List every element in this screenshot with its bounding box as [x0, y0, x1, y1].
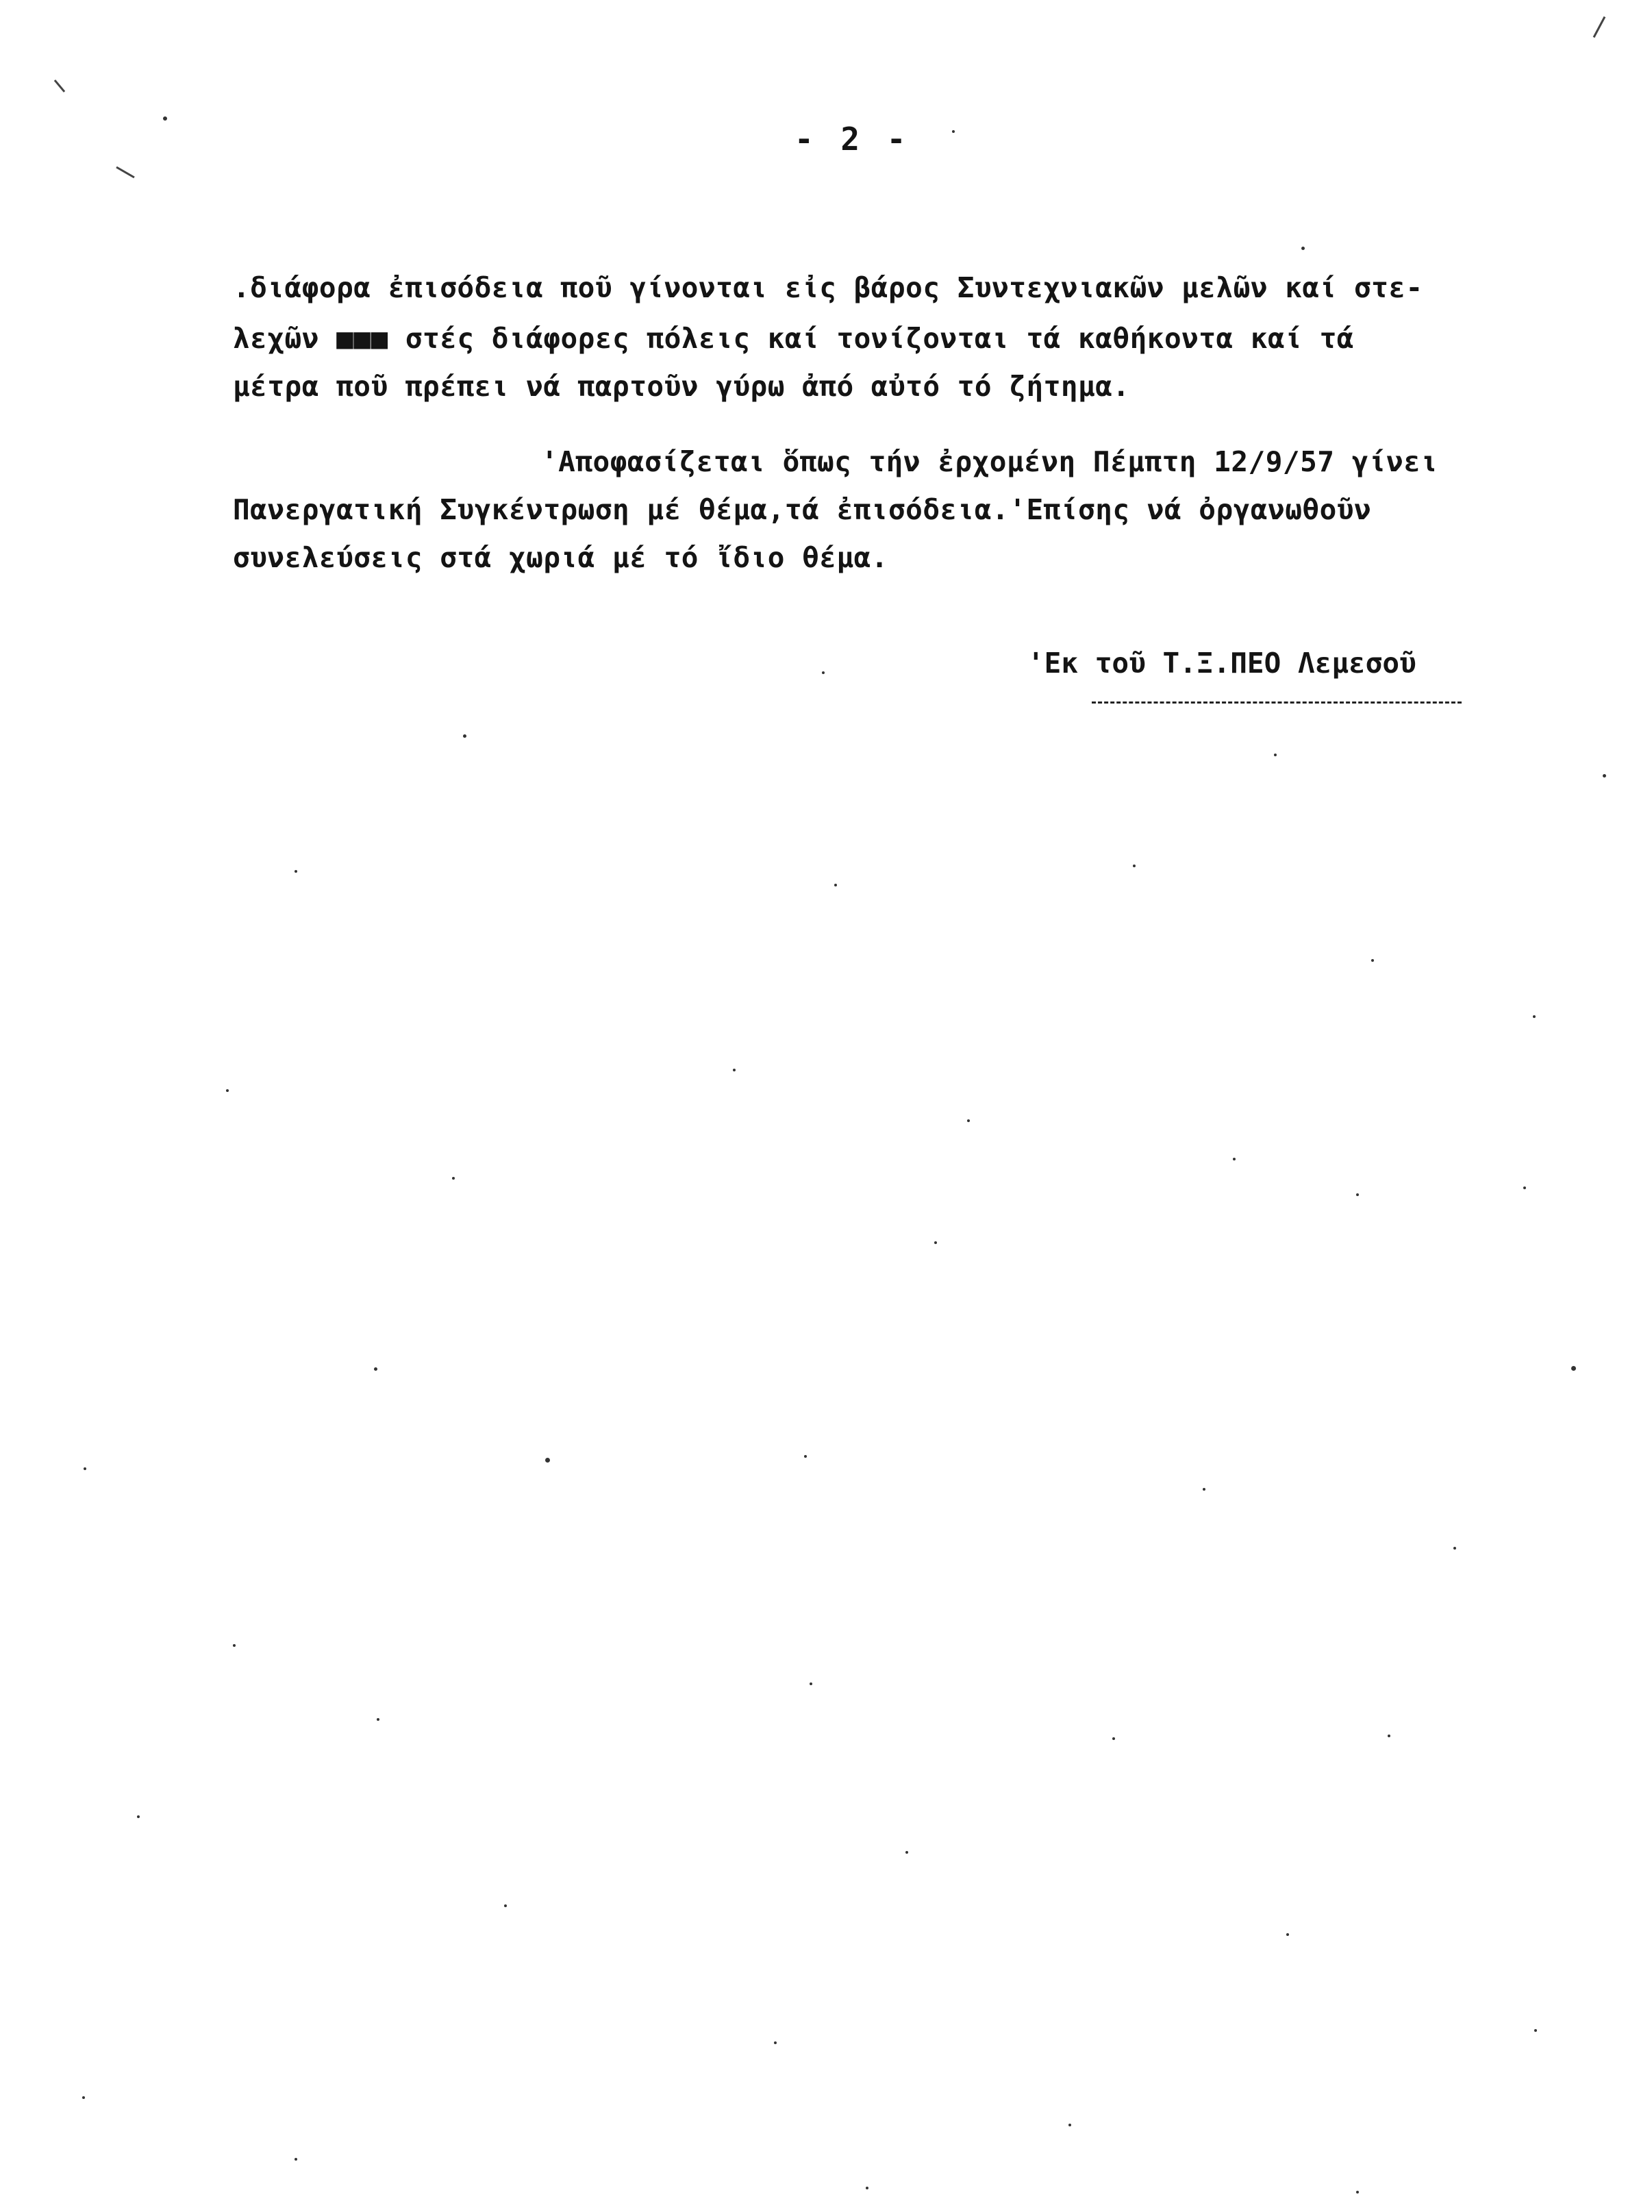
scan-speck	[1534, 2029, 1537, 2032]
scan-speck	[1133, 865, 1136, 867]
scan-speck	[934, 1241, 937, 1244]
scan-speck	[967, 1119, 970, 1122]
scan-speck	[810, 1682, 812, 1685]
signature-underline	[1092, 701, 1462, 704]
body-line-6: συνελεύσεις στά χωριά μέ τό ἴδιο θέμα.	[233, 541, 888, 574]
body-line-3: μέτρα ποῦ πρέπει νά παρτοῦν γύρω ἀπό αὐτό τό ζήτημα.	[233, 370, 1130, 403]
scan-speck	[1286, 1933, 1289, 1936]
scan-speck	[452, 1177, 455, 1180]
scan-speck	[233, 1644, 236, 1647]
scan-speck	[295, 2158, 297, 2161]
scan-speck	[1533, 1015, 1536, 1018]
scan-speck	[804, 1455, 807, 1458]
scan-speck	[1453, 1547, 1456, 1550]
scan-speck	[1603, 774, 1606, 778]
scan-speck	[733, 1069, 736, 1071]
scan-speck	[1301, 247, 1305, 250]
scan-speck	[82, 2096, 85, 2099]
body-line-4: 'Αποφασίζεται ὅπως τήν ἐρχομένη Πέμπτη 12/9/57 γίνει	[541, 445, 1438, 478]
scan-speck	[1233, 1158, 1236, 1160]
scan-mark-top-right	[1593, 16, 1606, 38]
scan-speck	[1203, 1488, 1205, 1491]
scan-speck	[1112, 1737, 1115, 1740]
body-line-1: .διάφορα ἐπισόδεια ποῦ γίνονται εἰς βάρος Συντεχνιακῶν μελῶν καί στε-	[233, 271, 1423, 304]
scan-speck	[866, 2187, 868, 2189]
scan-speck	[952, 130, 955, 133]
scan-speck	[1356, 1193, 1359, 1196]
body-line-5: Πανεργατική Συγκέντρωση μέ θέμα,τά ἐπισόδεια.'Επίσης νά ὀργανωθοῦν	[233, 493, 1372, 526]
scan-speck	[1388, 1735, 1390, 1737]
scan-speck	[822, 671, 825, 674]
scan-speck	[137, 1815, 140, 1818]
scan-speck	[774, 2041, 777, 2044]
scan-speck	[84, 1467, 86, 1470]
scan-speck	[504, 1904, 507, 1907]
scan-mark-top-left	[54, 79, 65, 92]
scan-speck	[295, 870, 297, 873]
scan-speck	[374, 1367, 377, 1371]
scan-speck	[1068, 2124, 1071, 2126]
scan-speck	[463, 734, 466, 738]
scan-speck	[905, 1851, 908, 1854]
signature-line: 'Εκ τοῦ Τ.Ξ.ΠΕΟ Λεμεσοῦ	[1027, 647, 1416, 680]
scan-speck	[545, 1458, 550, 1463]
scan-speck	[1356, 2191, 1359, 2194]
scan-speck	[226, 1089, 229, 1092]
scan-mark-left	[116, 166, 134, 179]
scan-speck	[834, 884, 837, 886]
scan-speck	[1274, 754, 1277, 756]
scan-speck	[1571, 1366, 1576, 1371]
body-line-2: λεχῶν ■■■ στές διάφορες πόλεις καί τονίζονται τά καθήκοντα καί τά	[233, 322, 1354, 355]
page-number: - 2 -	[794, 121, 910, 158]
scan-speck	[377, 1718, 379, 1721]
scan-speck	[1371, 959, 1374, 962]
scan-speck	[163, 116, 167, 121]
scan-speck	[1523, 1186, 1526, 1189]
